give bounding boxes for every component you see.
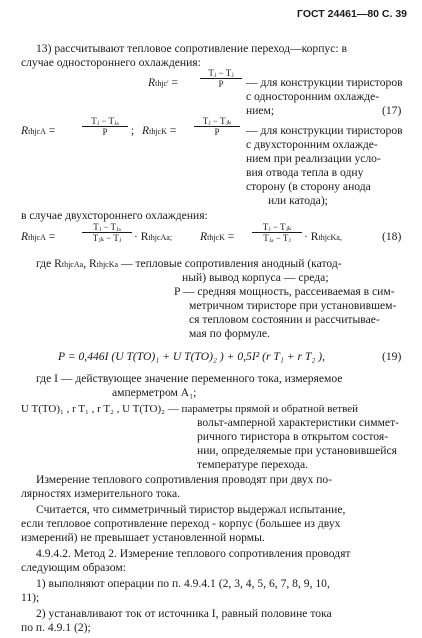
text-line: где RthjcAa, RthjcKa — тепловые сопротивления анодный (катод-: [36, 257, 342, 270]
text-line: ричного тиристора в открытом состоя-: [197, 430, 389, 443]
text-line: где I — действующее значение переменного тока, измеряемое: [36, 372, 343, 385]
text-line: с двухсторонним охлажде-: [246, 138, 378, 151]
formula-fraction: Tⱼ − Tⱼₖ Tⱼₐ − Tⱼ: [252, 222, 302, 243]
formula-lhs: RthjcA =: [21, 230, 56, 243]
text-line: с односторонним охлажде-: [246, 90, 380, 103]
text-line: по п. 4.9.1 (2);: [21, 621, 91, 634]
text-line: случае одностороннего охлаждения:: [21, 56, 201, 69]
formula-fraction: $\frac{\text{Tⱼ − Tⱼ}}{P}$: [200, 68, 242, 89]
equation-number: (18): [382, 230, 402, 243]
formula-lhs: RthjcA =: [21, 124, 56, 137]
text-line: ся тепловом состоянии и рассчитывае-: [189, 313, 380, 326]
text-line: ;: [131, 124, 135, 137]
formula-fraction: Tⱼ − Tⱼₐ Tⱼₖ − Tⱼ: [82, 222, 132, 243]
text-line: нием;: [246, 104, 275, 117]
text-line: 11);: [21, 591, 40, 604]
text-line: U T(TO)₁ , r T₁ , r T₂ , U T(TO)₂ — параметры прямой и обратной ветвей: [21, 403, 358, 415]
text-line: если тепловое сопротивление переход - корпус (большее из двух: [21, 517, 341, 530]
text-line: 13) рассчитывают тепловое сопротивление переход—корпус: в: [36, 42, 347, 55]
formula-fraction: Tⱼ − Tⱼₖ P: [194, 116, 240, 137]
equation-number: (19): [382, 350, 402, 363]
text-line: в случае двухстороннего охлаждения:: [21, 209, 208, 222]
text-line: — для конструкции тиристоров: [246, 124, 403, 137]
formula-lhs: Rthjc' =: [148, 76, 178, 89]
text-line: метричном тиристоре при установившем-: [189, 299, 397, 312]
text-line: ный) вывод корпуса — среда;: [182, 271, 329, 284]
text-line: — для конструкции тиристоров: [246, 76, 403, 89]
formula-lhs: RthjcK =: [142, 124, 177, 137]
formula-tail: · RthjcAa;: [134, 230, 173, 243]
text-line: или катода);: [268, 194, 328, 207]
text-line: Считается, что симметричный тиристор выдержал испытание,: [36, 503, 346, 516]
formula-tail: · RthjcKa,: [304, 230, 342, 243]
text-line: сторону (в сторону анода: [246, 180, 371, 193]
text-line: измерений) не превышает установленной нормы.: [21, 531, 265, 544]
text-line: 4.9.4.2. Метод 2. Измерение теплового сопротивления проводят: [36, 547, 351, 560]
text-line: 2) устанавливают ток от источника I, равный половине тока: [36, 607, 332, 620]
text-line: вия отвода тепла в одну: [246, 166, 364, 179]
text-line: 1) выполняют операции по п. 4.9.4.1 (2, 3, 4, 5, 6, 7, 8, 9, 10,: [36, 577, 330, 590]
text-line: Измерение теплового сопротивления проводят при двух по-: [36, 473, 333, 486]
formula: P = 0,446I (U T(TO)₁ + U T(TO)₂ ) + 0,5I² (r T₁ + r T₂ ),: [58, 350, 326, 363]
text-line: следующим образом:: [21, 561, 126, 574]
text-line: лярностях измерительного тока.: [21, 487, 181, 500]
text-line: вольт-амперной характеристики симмет-: [197, 416, 400, 429]
text-line: нии, определяемые при установившейся: [197, 444, 397, 457]
text-line: мая по формуле.: [189, 327, 270, 340]
text-line: температуре перехода.: [197, 458, 308, 471]
text-line: амперметром A₁;: [112, 386, 197, 399]
equation-number: (17): [382, 104, 402, 117]
text-line: P — средняя мощность, рассеиваемая в сим-: [174, 285, 395, 298]
formula-fraction: Tⱼ − Tⱼₐ P: [82, 116, 128, 137]
page-header: ГОСТ 24461—80 С. 39: [297, 8, 408, 20]
text-line: нием при реализации усло-: [246, 152, 381, 165]
formula-lhs: RthjcK =: [200, 230, 235, 243]
